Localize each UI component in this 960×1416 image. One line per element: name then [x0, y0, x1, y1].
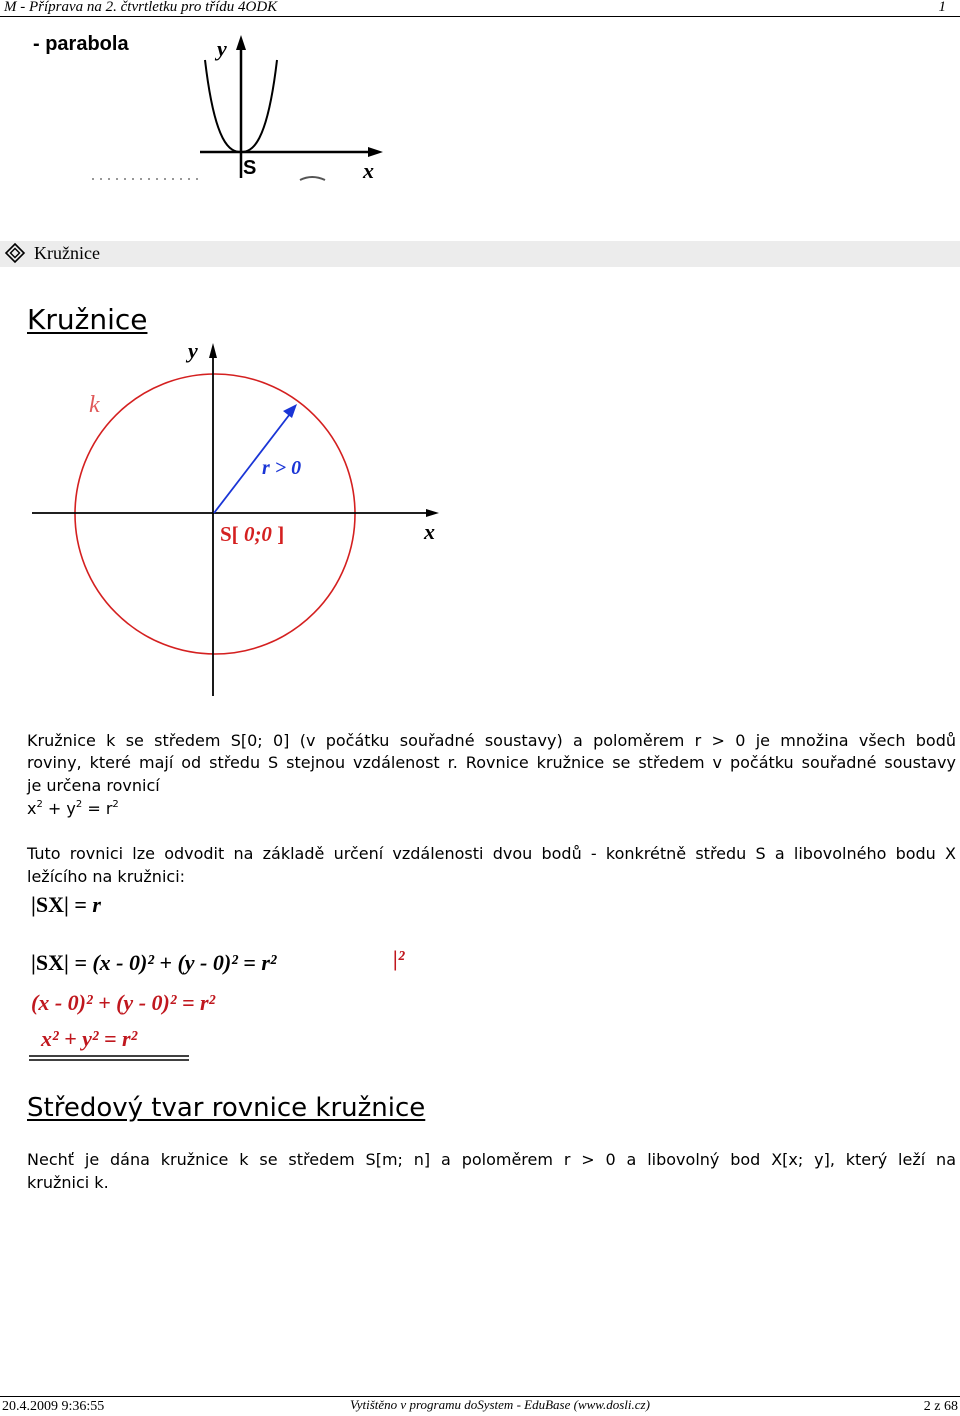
eq-r: r	[105, 799, 113, 818]
derivation-line-3: (x - 0)² + (y - 0)² = r²	[31, 990, 216, 1015]
center-label-coords: 0;0	[243, 522, 272, 546]
circle-x-label: x	[424, 519, 435, 544]
center-label-prefix: S[	[220, 522, 244, 546]
derivation-line-2	[31, 950, 277, 975]
derivation-line-2-side: |²	[393, 946, 405, 971]
parabola-y-label: y	[217, 36, 227, 61]
center-form-line-1: Nechť je dána kružnice k se středem S[m; n] a poloměrem r > 0 a libovolný bod X[x; y], který leží na	[27, 1150, 956, 1169]
derivation-line-2-lhs: |SX|	[31, 950, 69, 975]
center-label	[220, 522, 284, 546]
diamond-icon	[4, 242, 26, 264]
circle-y-arrow	[209, 343, 217, 358]
center-label-suffix: ]	[271, 522, 285, 546]
definition-line-1: Kružnice k se středem S[0; 0] (v počátku souřadné soustavy) a poloměrem r > 0 je množina všech bodů	[27, 731, 956, 750]
circle-curve-label: k	[89, 392, 100, 418]
parabola-x-label: x	[363, 158, 374, 183]
derivation-line-1	[31, 892, 101, 917]
header-page-number: 1	[938, 0, 946, 15]
parabola-arc-artifact	[300, 177, 325, 180]
derivation-figure	[25, 888, 425, 1066]
derivation-intro-line-2: ležícího na kružnici:	[27, 867, 186, 886]
derivation-line-2-rhs: = (x - 0)² + (y - 0)² = r²	[68, 950, 277, 975]
derivation-intro-line-1: Tuto rovnici lze odvodit na základě určení vzdálenosti dvou bodů - konkrétně středu S a libovolného bodu X	[27, 844, 956, 863]
eq-x: x	[27, 799, 37, 818]
equation-circle-origin	[27, 799, 119, 818]
eq-r-exp: 2	[112, 799, 119, 810]
header-title: M - Příprava na 2. čtvrtletku pro třídu 4ODK	[4, 0, 278, 15]
footer-timestamp: 20.4.2009 9:36:55	[2, 1399, 105, 1414]
section-title-center-form: Středový tvar rovnice kružnice	[27, 1093, 426, 1123]
eq-y-exp: 2	[75, 799, 83, 810]
radius-label: r > 0	[262, 457, 302, 479]
definition-line-2: roviny, které mají od středu S stejnou vzdálenost r. Rovnice kružnice se středem v počátku souřadné soustavy	[27, 753, 956, 772]
footer-printed-by: Vytištěno v programu doSystem - EduBase (www.dosli.cz)	[350, 1397, 650, 1412]
parabola-x-arrow	[368, 147, 383, 157]
eq-x-exp: 2	[36, 799, 43, 810]
circle-k	[75, 374, 355, 654]
parabola-vertex-label: S	[243, 157, 257, 179]
parabola-figure	[0, 20, 400, 185]
page-title: Kružnice	[27, 303, 148, 336]
circle-figure	[25, 338, 450, 700]
derivation-line-1-rhs: r	[92, 892, 101, 917]
radius-arrow	[283, 404, 297, 418]
derivation-line-4: x² + y² = r²	[41, 1026, 138, 1051]
circle-x-arrow	[426, 509, 439, 517]
eq-y: y	[66, 799, 76, 818]
definition-line-3: je určena rovnicí	[27, 776, 160, 795]
circle-y-label: y	[188, 338, 198, 363]
center-form-line-2: kružnici k.	[27, 1173, 109, 1192]
section-bar-label: Kružnice	[34, 243, 100, 263]
page-header	[0, 0, 960, 17]
parabola-caption: - parabola	[33, 33, 129, 55]
eq-plus: +	[42, 799, 67, 818]
section-bar	[0, 241, 960, 267]
footer-page-count: 2 z 68	[923, 1399, 958, 1414]
eq-equals: =	[82, 799, 106, 818]
derivation-line-1-lhs: |SX| =	[31, 892, 93, 917]
page-footer	[0, 1396, 960, 1416]
parabola-y-arrow	[236, 35, 246, 50]
